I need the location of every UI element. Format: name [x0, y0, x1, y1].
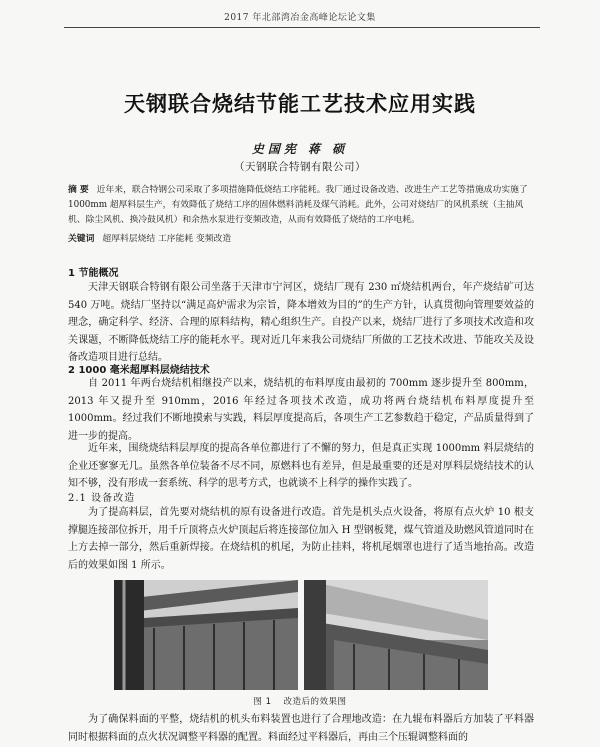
- section-2-1-paragraph-2: 为了确保料面的平整，烧结机的机头布料装置也进行了合理地改造：在九辊布料器后方加装了平料器同时根据料面的点火状况调整平料器的配置。料面经过平料器后，再由三个压辊调整料面的: [68, 714, 534, 743]
- figure-1-caption: [0, 695, 600, 707]
- abstract-label: 摘 要: [68, 185, 89, 195]
- figure-1-number: 图 1: [253, 697, 272, 707]
- keywords: [68, 232, 534, 247]
- figure-1-photo-left: [114, 580, 298, 690]
- keywords-text: 超厚料层烧结 工序能耗 变频改造: [102, 234, 232, 244]
- figure-1-photo-right: [304, 580, 488, 690]
- article-affiliation: （天钢联合特钢有限公司）: [234, 161, 366, 173]
- section-1-paragraph: 天津天钢联合特钢有限公司坐落于天津市宁河区，烧结厂现有 230 ㎡烧结机两台，年产烧结矿可达 540 万吨。烧结厂坚持以“满足高炉需求为宗旨，降本增效为目的”的生产方针，认真贯彻向管理要效益的理念，确定科学、经济、合理的原料结构，精心组织生产。自投产以来，烧结厂进行了多项技术改造和攻关课题，不断降低烧结工序的能耗水平。现对近几年来我公司烧结厂所做的工艺技术改进、节能攻关及设备改造项目进行总结。: [68, 282, 534, 363]
- abstract: [68, 183, 534, 228]
- figure-1: [114, 580, 488, 690]
- header-rule: [64, 27, 540, 28]
- section-2-paragraph-1: 自 2011 年两台烧结机相继投产以来，烧结机的布料厚度由最初的 700mm 逐步提升至 800mm，2013 年又提升至 910mm，2016 年经过各项技术改造，成功将两台烧结机布料厚度提升至 1000mm。经过我们不断地摸索与实践，料层厚度提高后，各项生产工艺参数趋于稳定，产品质量得到了进一步的提高。: [68, 378, 534, 442]
- section-2-1-paragraph: 为了提高料层，首先要对烧结机的原有设备进行改造。首先是机头点火设备，将原有点火炉 10 根支撑腿连接部位拆开，用千斤顶将点火炉顶起后将连接部位加入 H 型钢板凳，煤气管道及助燃风管道同时在上方去掉一部分，然后重新焊接。在烧结机的机尾，为防止挂料，将机尾烟罩也进行了适当地抬高。改造后的效果如图 1 所示。: [68, 507, 534, 571]
- section-2-1-heading: 2.1 设备改造: [68, 493, 136, 504]
- figure-1-caption-text: 改造后的效果图: [283, 697, 347, 707]
- section-1-heading: 1 节能概况: [68, 268, 119, 279]
- article-title: 天钢联合烧结节能工艺技术应用实践: [124, 92, 476, 116]
- article-authors: 史国宪 蒋 硕: [251, 142, 349, 156]
- keywords-label: 关键词: [68, 234, 95, 244]
- abstract-text: 近年来，联合特钢公司采取了多项措施降低烧结工序能耗。我厂通过设备改造、改进生产工艺等措施成功实施了 1000mm 超厚料层生产，有效降低了烧结工序的固体燃料消耗及煤气消耗。此外，公司对烧结厂的风机系统（主抽风机、除尘风机、换冷鼓风机）和余热水泵进行变频改造，从而有效降低了烧结的工序电耗。: [68, 185, 528, 225]
- section-2-paragraph-2: 近年来，围绕烧结料层厚度的提高各单位都进行了不懈的努力，但是真正实现 1000mm 料层烧结的企业还寥寥无几。虽然各单位装备不尽不同，原燃料也有差异，但是最重要的还是对厚料层烧结技术的认知不够，没有形成一套系统、科学的思考方式，也就谈不上科学的操作实践了。: [68, 443, 534, 489]
- running-header: 2017 年北部湾冶金高峰论坛论文集: [224, 13, 376, 23]
- section-2-heading: 2 1000 毫米超厚料层烧结技术: [68, 365, 210, 376]
